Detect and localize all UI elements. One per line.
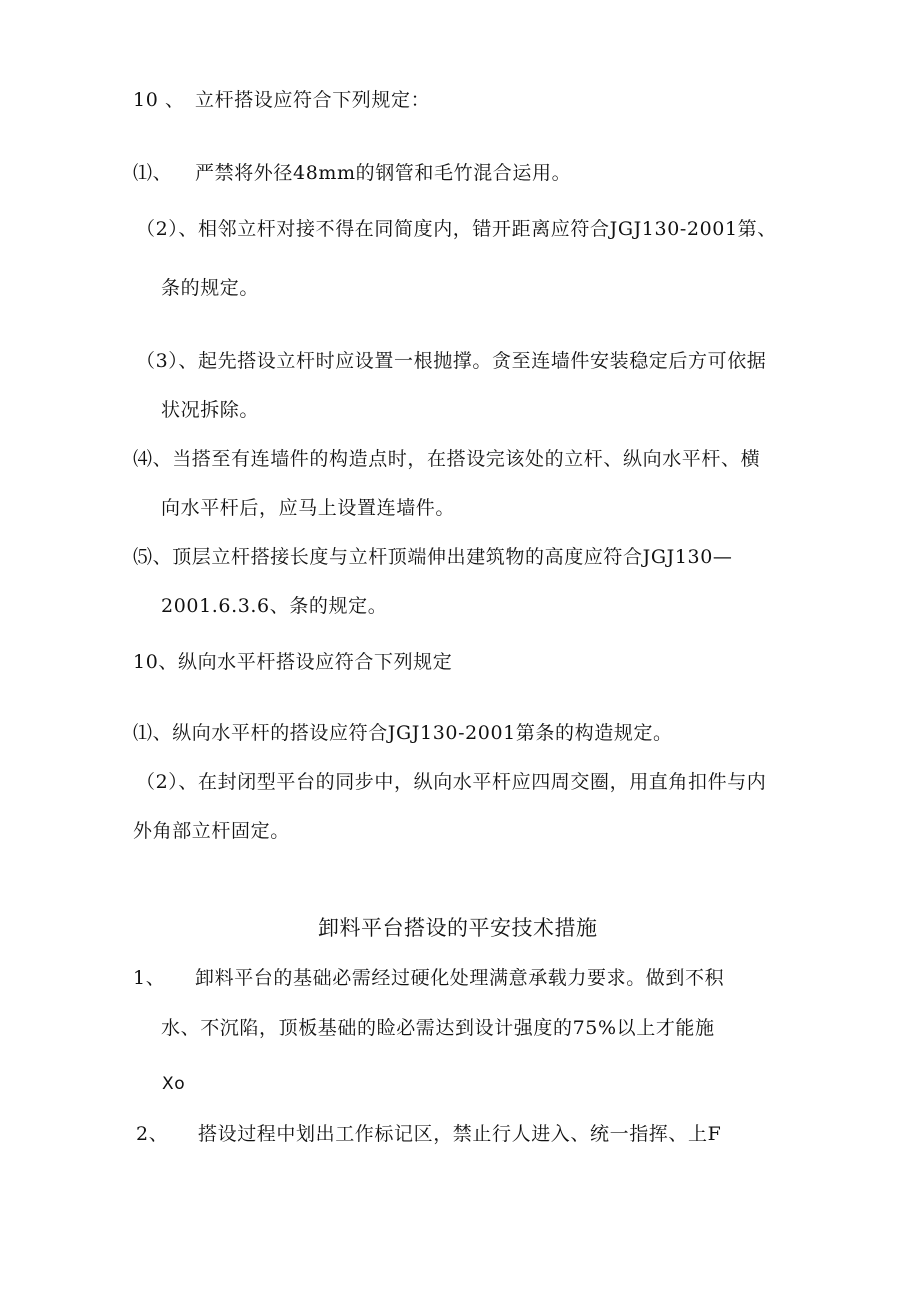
list-item xyxy=(136,1122,721,1146)
item-number: ⑴、 xyxy=(133,162,173,184)
item-text: 纵向水平杆的搭设应符合JGJ130-2001第条的构造规定。 xyxy=(172,722,673,744)
list-item-continuation: 水、不沉陷，顶板基础的睑必需达到设计强度的75%以上才能施 xyxy=(161,1017,715,1039)
item-text: 相邻立杆对接不得在同简度内，错开距离应符合JGJ130-2001第、 xyxy=(198,218,777,240)
list-item-continuation: 向水平杆后，应马上设置连墙件。 xyxy=(161,497,456,519)
list-item-continuation: 状况拆除。 xyxy=(161,399,260,421)
list-item xyxy=(136,770,766,794)
section-10-heading xyxy=(133,88,430,112)
item-text: 当搭至有连墙件的构造点时，在搭设完该处的立杆、纵向水平杆、横 xyxy=(172,448,761,470)
list-item xyxy=(133,545,732,569)
item-text: 起先搭设立杆时应设置一根抛撑。贪至连墙件安装稳定后方可依据 xyxy=(198,350,767,372)
item-number: （2）、 xyxy=(136,218,198,240)
list-item xyxy=(133,161,571,185)
item-text: 搭设过程中划出工作标记区，禁止行人进入、统一指挥、上F xyxy=(198,1123,722,1145)
list-item-continuation: 2001.6.3.6、条的规定。 xyxy=(161,595,388,617)
list-item-continuation: 条的规定。 xyxy=(161,277,260,299)
page-title: 卸料平台搭设的平安技术措施 xyxy=(318,916,598,940)
section-title: 立杆搭设应符合下列规定： xyxy=(195,89,431,111)
list-item xyxy=(133,966,724,990)
item-number: 1、 xyxy=(133,967,166,989)
list-item-continuation: Xo xyxy=(162,1074,186,1094)
item-number: ⑴、 xyxy=(133,722,173,744)
list-item xyxy=(133,447,760,471)
item-number: ⑸、 xyxy=(133,546,173,568)
item-text: 卸料平台的基础必需经过硬化处理满意承载力要求。做到不积 xyxy=(195,967,725,989)
item-number: （2）、 xyxy=(136,771,198,793)
list-item xyxy=(136,349,766,373)
item-text: 严禁将外径48mm的钢管和毛竹混合运用。 xyxy=(195,162,572,184)
item-number: ⑷、 xyxy=(133,448,173,470)
item-text: 在封闭型平台的同步中，纵向水平杆应四周交圈，用直角扣件与内 xyxy=(198,771,767,793)
item-number: （3）、 xyxy=(136,350,198,372)
item-text: 顶层立杆搭接长度与立杆顶端伸出建筑物的高度应符合JGJ130— xyxy=(172,546,733,568)
list-item xyxy=(133,721,673,745)
section-number: 10 、 xyxy=(133,89,185,111)
section-10-longitudinal-heading: 10、纵向水平杆搭设应符合下列规定 xyxy=(133,651,453,673)
list-item xyxy=(136,217,777,241)
list-item-continuation: 外角部立杆固定。 xyxy=(133,820,290,842)
item-number: 2、 xyxy=(136,1123,169,1145)
